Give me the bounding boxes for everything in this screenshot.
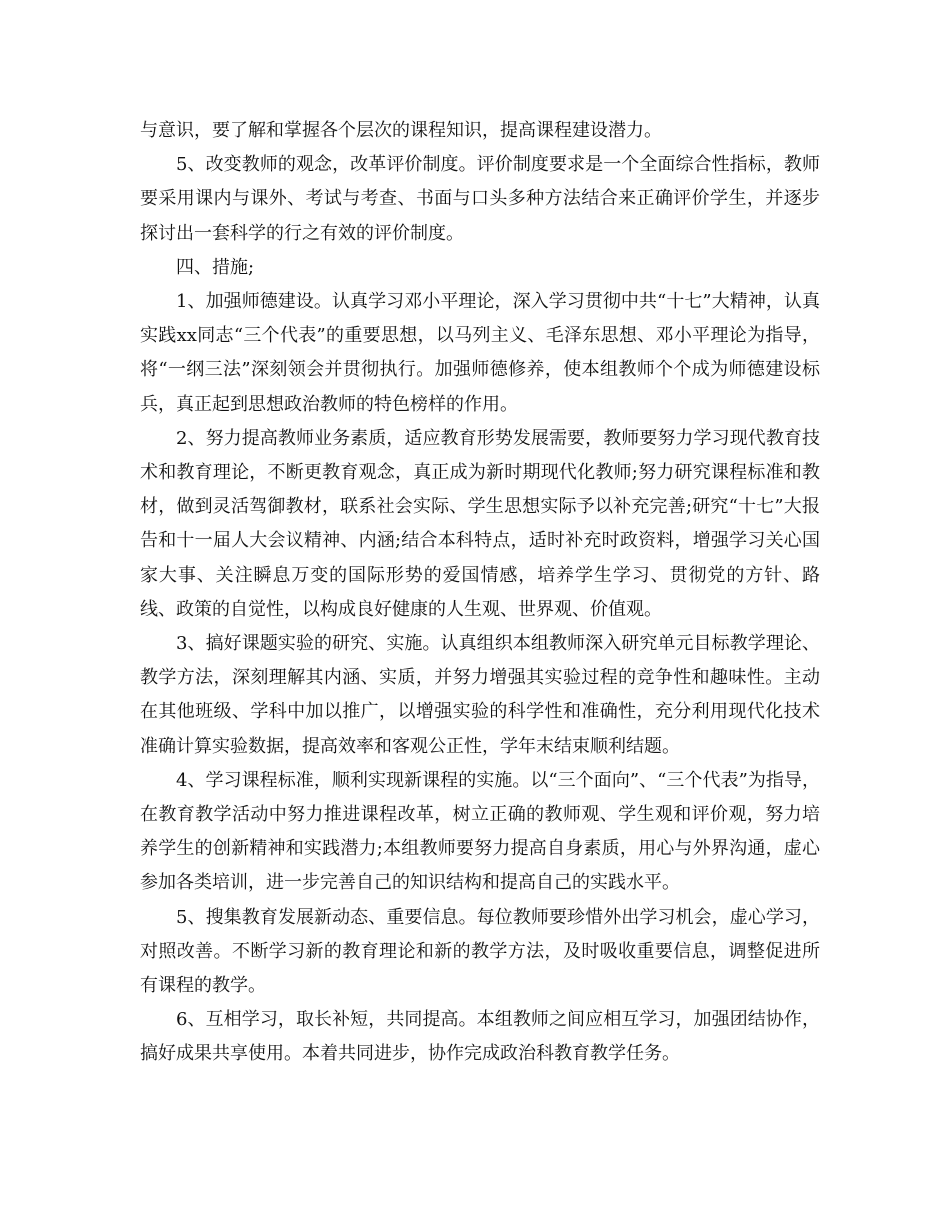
- paragraph-teacher-quality: 2、努力提高教师业务素质，适应教育形势发展需要，教师要努力学习现代教育技术和教育理论，不断更教育观念，真正成为新时期现代化教师;努力研究课程标准和教材，做到灵活驾御教材，联系社会实际、学生思想实际予以补充完善;研究“十七”大报告和十一届人大会议精神、内涵;结合本科特点，适时补充时政资料，增强学习关心国家大事、关注瞬息万变的国际形势的爱国情感，培养学生学习、贯彻党的方针、路线、政策的自觉性，以构成良好健康的人生观、世界观、价值观。: [140, 427, 820, 620]
- paragraph-curriculum-standards: 4、学习课程标准，顺利实现新课程的实施。以“三个面向”、“三个代表”为指导，在教育教学活动中努力推进课程改革，树立正确的教师观、学生观和评价观，努力培养学生的创新精神和实践潜力;本组教师要努力提高自身素质，用心与外界沟通，虚心参加各类培训，进一步完善自己的知识结构和提高自己的实践水平。: [140, 769, 820, 894]
- document-body: [140, 114, 820, 1072]
- paragraph-mutual-learning: 6、互相学习，取长补短，共同提高。本组教师之间应相互学习，加强团结协作，搞好成果共享使用。本着共同进步，协作完成政治科教育教学任务。: [140, 1009, 820, 1065]
- paragraph-ethics-building: 1、加强师德建设。认真学习邓小平理论，深入学习贯彻中共“十七”大精神，认真实践xx同志“三个代表”的重要思想，以马列主义、毛泽东思想、邓小平理论为指导，将“一纲三法”深刻领会并贯彻执行。加强师德修养，使本组教师个个成为师德建设标兵，真正起到思想政治教师的特色榜样的作用。: [140, 291, 820, 415]
- paragraph-continuation: 与意识，要了解和掌握各个层次的课程知识，提高课程建设潜力。: [140, 120, 662, 141]
- paragraph-evaluation-reform: 5、改变教师的观念，改革评价制度。评价制度要求是一个全面综合性指标，教师要采用课内与课外、考试与考查、书面与口头多种方法结合来正确评价学生，并逐步探讨出一套科学的行之有效的评价制度。: [140, 154, 820, 244]
- section-heading-measures: 四、措施;: [176, 256, 255, 278]
- paragraph-research-experiment: 3、搞好课题实验的研究、实施。认真组织本组教师深入研究单元目标教学理论、教学方法，深刻理解其内涵、实质，并努力增强其实验过程的竞争性和趣味性。主动在其他班级、学科中加以推广，以增强实验的科学性和准确性，充分利用现代化技术准确计算实验数据，提高效率和客观公正性，学年末结束顺利结题。: [140, 633, 820, 757]
- paragraph-education-information: 5、搜集教育发展新动态、重要信息。每位教师要珍惜外出学习机会，虚心学习，对照改善。不断学习新的教育理论和新的教学方法，及时吸收重要信息，调整促进所有课程的教学。: [140, 906, 820, 997]
